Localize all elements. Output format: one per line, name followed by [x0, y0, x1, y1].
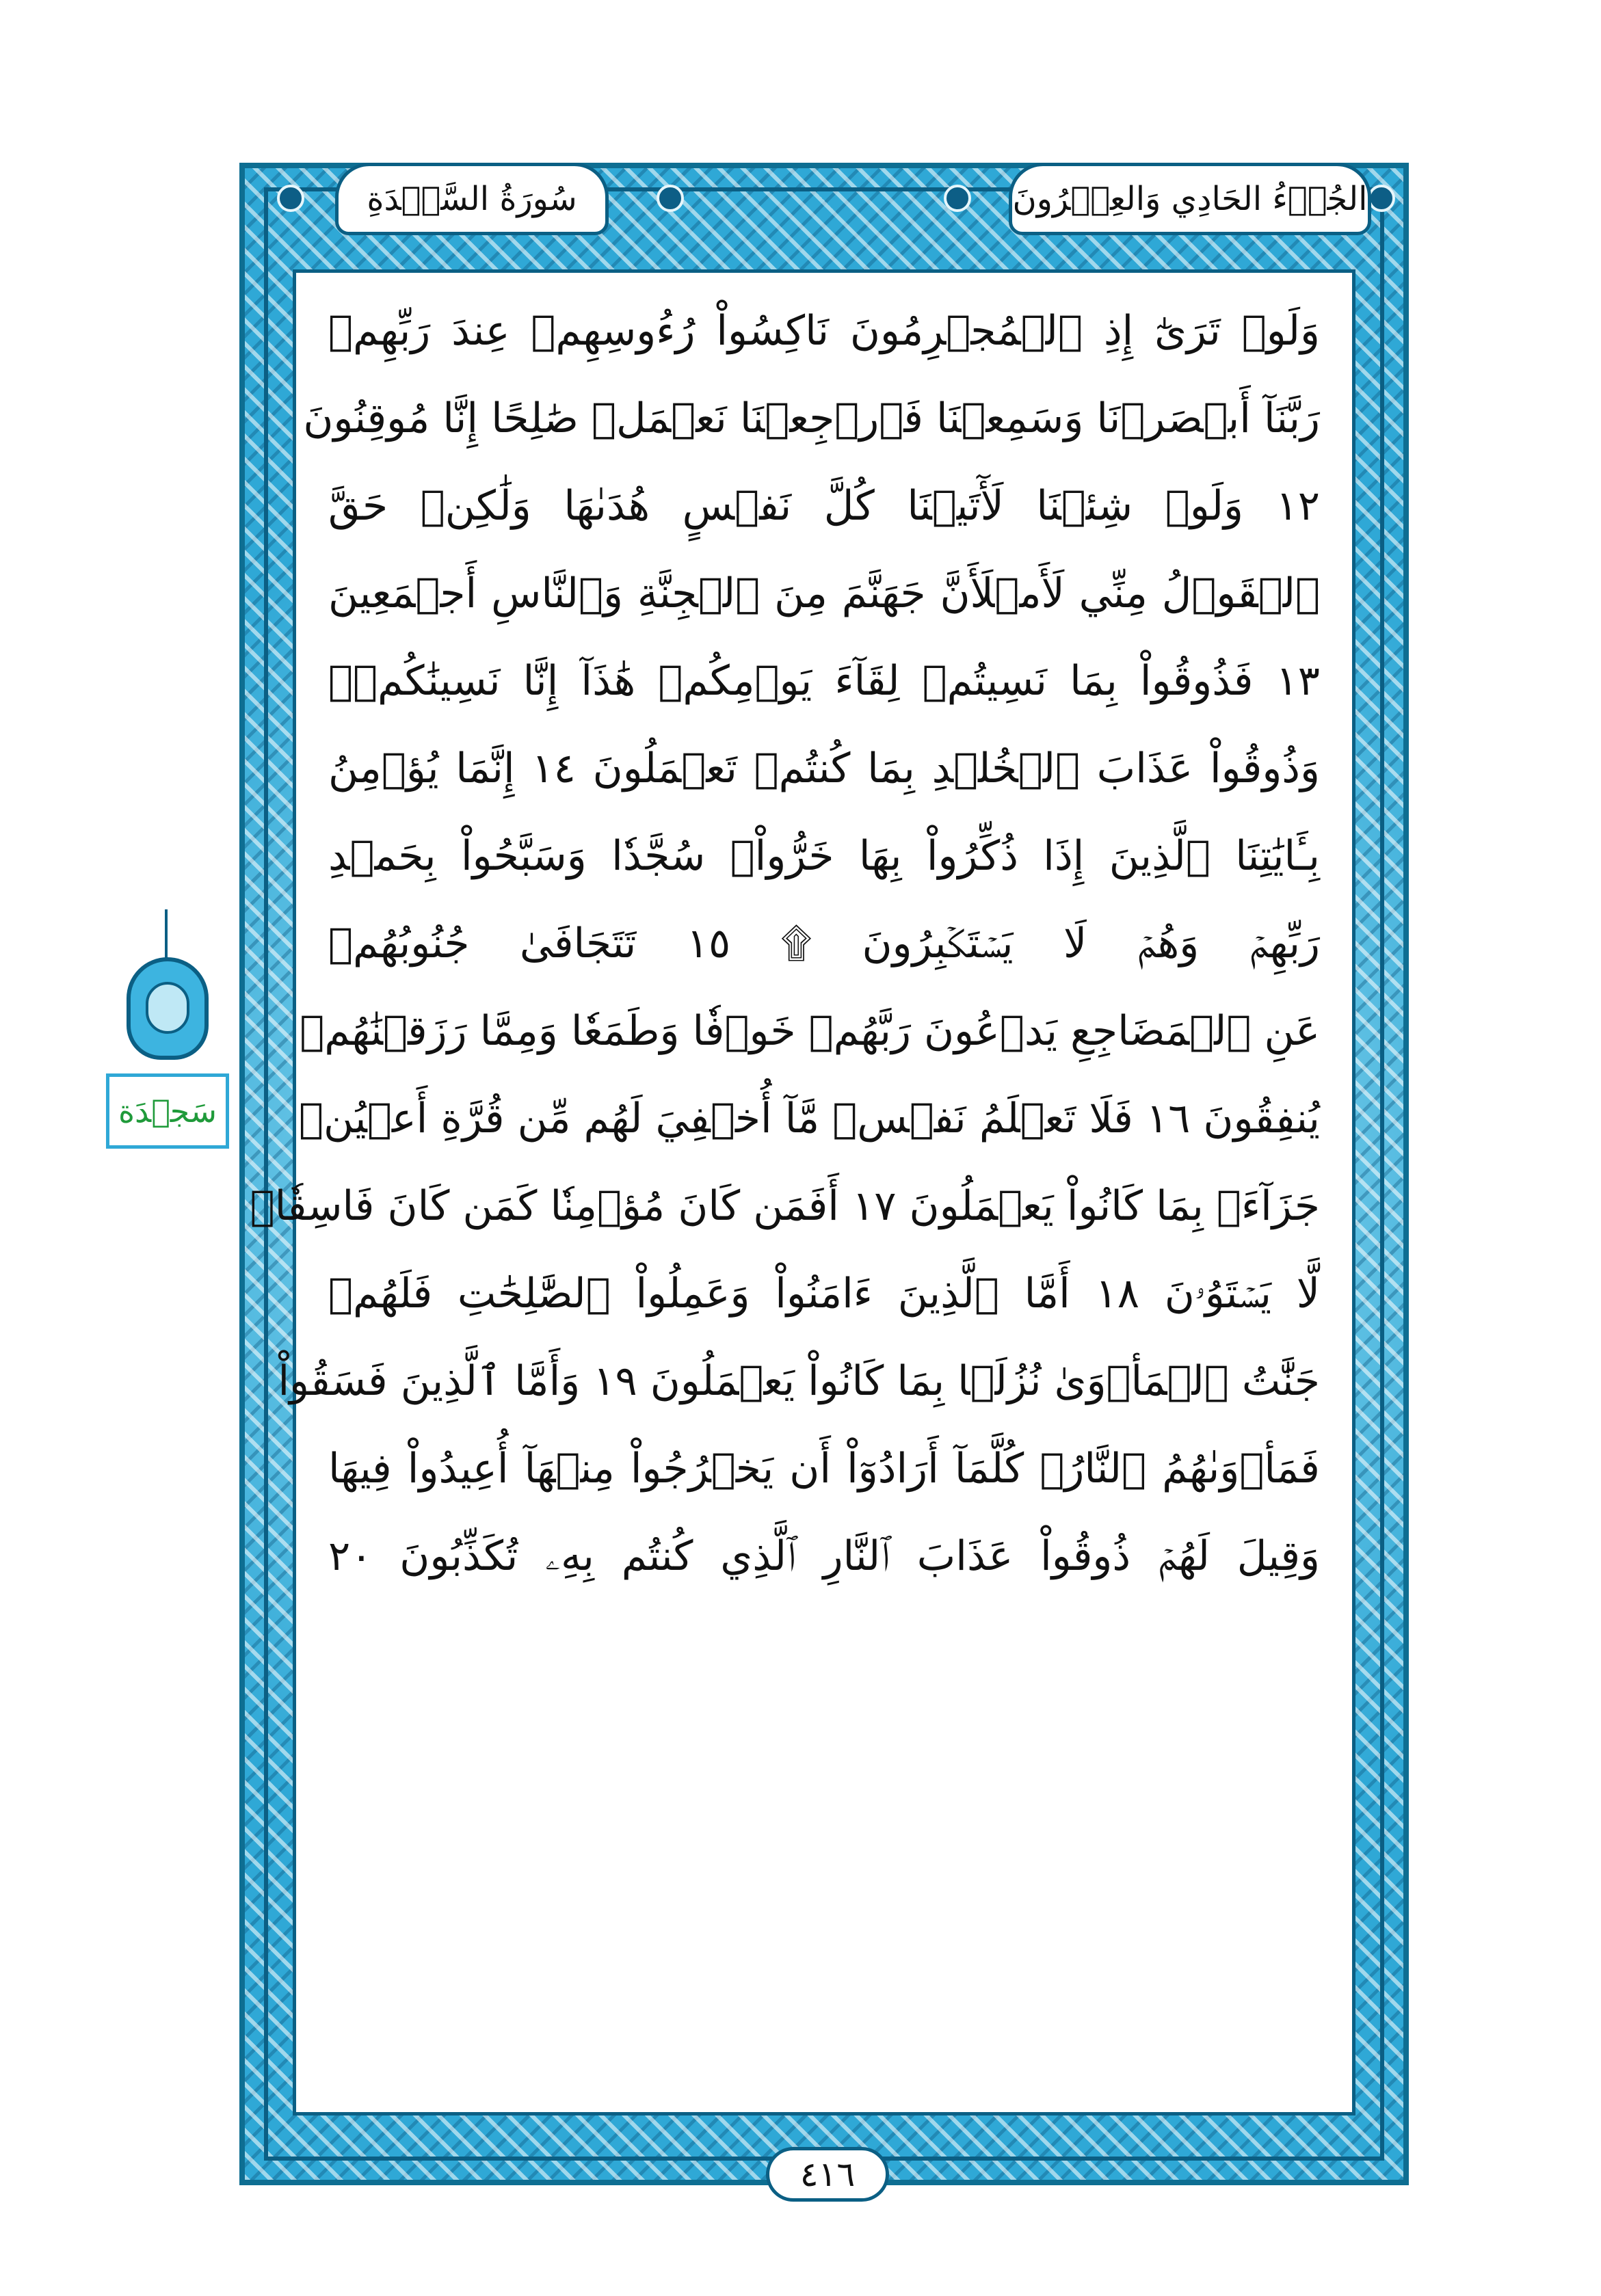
verse-lines — [250, 287, 1320, 1600]
verse-line-text: فَمَأۡوَىٰهُمُ ٱلنَّارُۖ كُلَّمَآ أَرَادُوٓاْ أَن يَخۡرُجُواْ مِنۡهَآ أُعِيدُواْ فِيهَا — [328, 1445, 1320, 1493]
verse-line-text: وَذُوقُواْ عَذَابَ ٱلۡخُلۡدِ بِمَا كُنتُمۡ تَعۡمَلُونَ ١٤ إِنَّمَا يُؤۡمِنُ — [328, 745, 1320, 792]
verse-line — [328, 1425, 1320, 1512]
page-number-cartouche — [766, 2147, 889, 2202]
verse-line-text: وَلَوۡ تَرَىٰٓ إِذِ ٱلۡمُجۡرِمُونَ نَاكِسُواْ رُءُوسِهِمۡ عِندَ رَبِّهِمۡ — [328, 307, 1320, 355]
verse-line — [328, 637, 1320, 725]
verse-line — [328, 462, 1320, 550]
verse-line — [328, 550, 1320, 637]
verse-line — [328, 725, 1320, 812]
verse-line-text: جَزَآءَۢ بِمَا كَانُواْ يَعۡمَلُونَ ١٧ أَفَمَن كَانَ مُؤۡمِنٗا كَمَن كَانَ فَاسِقٗاۚ — [250, 1182, 1320, 1230]
verse-line — [278, 1337, 1320, 1425]
verse-line — [328, 287, 1320, 375]
verse-line-text: رَبِّهِمۡ وَهُمۡ لَا يَسۡتَكۡبِرُونَ ۩ ١٥ تَتَجَافَىٰ جُنُوبُهُمۡ — [328, 920, 1320, 967]
verse-line-text: ٱلۡقَوۡلُ مِنِّي لَأَمۡلَأَنَّ جَهَنَّمَ مِنَ ٱلۡجِنَّةِ وَٱلنَّاسِ أَجۡمَعِينَ — [328, 570, 1320, 617]
sajdah-margin-marker — [99, 909, 236, 1190]
verse-line — [328, 1512, 1320, 1600]
marker-stem — [165, 909, 168, 964]
verse-line — [328, 900, 1320, 987]
sajdah-label: سَجۡدَة — [106, 1073, 229, 1149]
verse-line-text: جَنَّٰتُ ٱلۡمَأۡوَىٰ نُزُلَۢا بِمَا كَانُواْ يَعۡمَلُونَ ١٩ وَأَمَّا ٱلَّذِينَ فَسَقُواْ — [278, 1357, 1320, 1405]
verse-line-text: ١٢ وَلَوۡ شِئۡنَا لَأٓتَيۡنَا كُلَّ نَفۡسٍ هُدَىٰهَا وَلَٰكِنۡ حَقَّ — [328, 482, 1320, 530]
verse-line-text: رَبَّنَآ أَبۡصَرۡنَا وَسَمِعۡنَا فَٱرۡجِعۡنَا نَعۡمَلۡ صَٰلِحًا إِنَّا مُوقِنُونَ — [303, 395, 1320, 442]
verse-line — [303, 375, 1320, 462]
juz-name: الجُزۡءُ الحَادِي وَالعِشۡرُونَ — [1012, 180, 1368, 218]
header-ornament — [657, 185, 684, 212]
verse-line-text: يُنفِقُونَ ١٦ فَلَا تَعۡلَمُ نَفۡسٞ مَّآ أُخۡفِيَ لَهُم مِّن قُرَّةِ أَعۡيُنٖ — [299, 1095, 1320, 1143]
header-ornament — [277, 185, 304, 212]
verse-line-text: عَنِ ٱلۡمَضَاجِعِ يَدۡعُونَ رَبَّهُمۡ خَوۡفٗا وَطَمَعٗا وَمِمَّا رَزَقۡنَٰهُمۡ — [300, 1007, 1320, 1055]
verse-line-text: بِـَٔايَٰتِنَا ٱلَّذِينَ إِذَا ذُكِّرُواْ بِهَا خَرُّواْۤ سُجَّدٗا وَسَبَّحُواْ بِحَمۡدِ — [328, 832, 1320, 880]
header-ornament — [944, 185, 971, 212]
verse-line-text: وَقِيلَ لَهُمۡ ذُوقُواْ عَذَابَ ٱلنَّارِ ٱلَّذِي كُنتُم بِهِۦ تُكَذِّبُونَ ٢٠ — [328, 1532, 1320, 1580]
verse-line — [328, 1250, 1320, 1337]
juz-name-cartouche — [1009, 163, 1371, 235]
verse-line — [299, 1075, 1320, 1162]
verse-line — [250, 1162, 1320, 1250]
medallion-inner — [146, 982, 189, 1034]
verse-line-text: ١٣ فَذُوقُواْ بِمَا نَسِيتُمۡ لِقَآءَ يَوۡمِكُمۡ هَٰذَآ إِنَّا نَسِينَٰكُمۡۖ — [328, 657, 1320, 705]
verse-line-text: لَّا يَسۡتَوُۥنَ ١٨ أَمَّا ٱلَّذِينَ ءَامَنُواْ وَعَمِلُواْ ٱلصَّٰلِحَٰتِ فَلَهُمۡ — [328, 1270, 1320, 1318]
verse-line — [300, 987, 1320, 1075]
header-ornament — [1368, 185, 1395, 212]
surah-name: سُورَةُ السَّجۡدَةِ — [367, 180, 577, 218]
surah-name-cartouche — [335, 163, 609, 235]
sajdah-medallion-icon — [127, 957, 209, 1060]
page-number: ٤١٦ — [799, 2154, 856, 2194]
verse-line — [328, 812, 1320, 900]
